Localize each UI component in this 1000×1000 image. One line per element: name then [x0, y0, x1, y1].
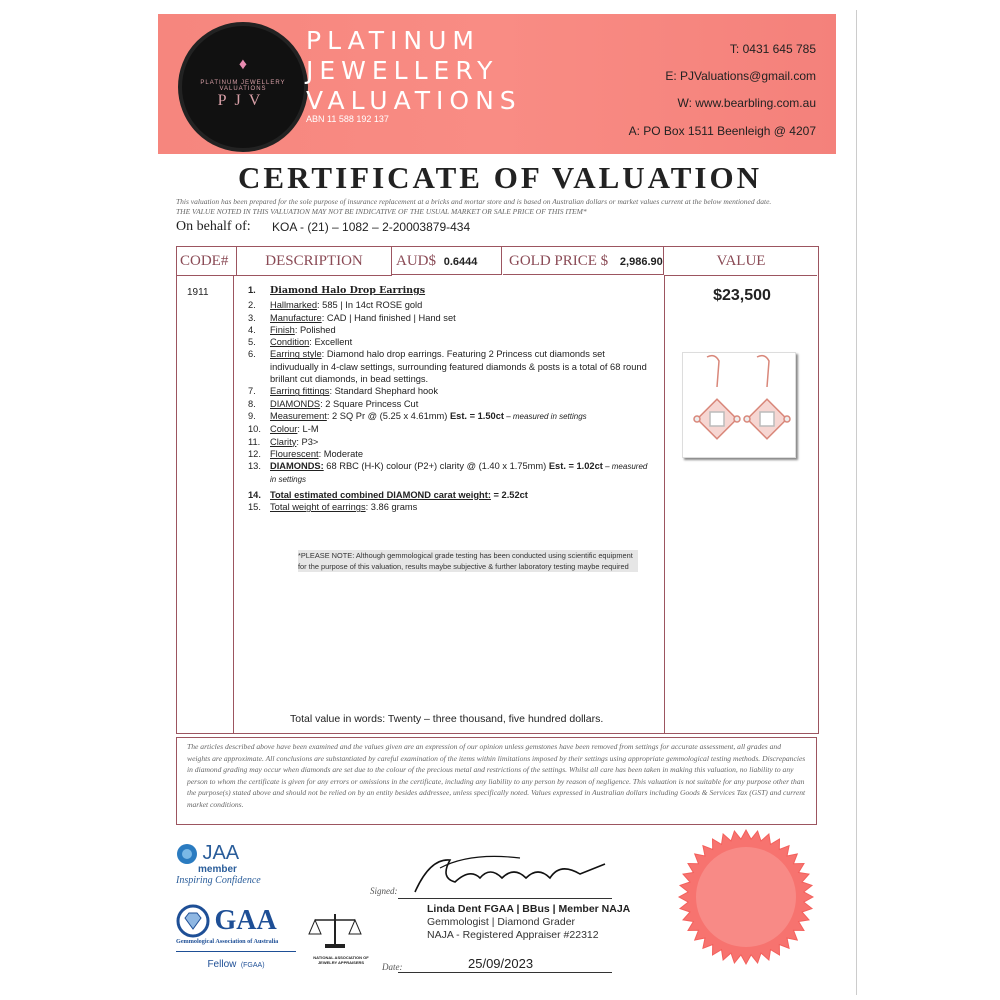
item-number: 4. — [248, 324, 256, 335]
item-number: 11. — [248, 436, 261, 447]
gaa-logo — [176, 904, 296, 972]
item-code: 1911 — [187, 287, 209, 298]
item-number: 2. — [248, 300, 256, 311]
aud-value: 0.6444 — [443, 256, 478, 268]
aud-header — [392, 247, 502, 275]
item-number: 7. — [248, 386, 256, 397]
earrings-photo — [682, 352, 796, 458]
list-item — [248, 410, 648, 423]
item-number: 6. — [248, 349, 256, 360]
item-text: : Moderate — [318, 448, 364, 459]
aud-label: AUD$ — [396, 253, 436, 269]
item-text: : L-M — [297, 424, 319, 435]
disclaimer-line-1: This valuation has been prepared for the sole purpose of insurance replacement at a bricks and mortar store and is based on Australian dollars or market values current at the below mentioned date. — [176, 197, 772, 206]
item-text: : Diamond halo drop earrings. Featuring 2 Princess cut diamonds set indivudually in 4-claw settings, surrounding featured diamonds & posts is a total of 68 round brillant cut diamonds, in bead settings. — [270, 349, 647, 385]
item-text: : CAD | Hand finished | Hand set — [321, 312, 456, 323]
list-item — [248, 501, 648, 513]
item-label: DIAMONDS — [270, 398, 321, 409]
item-text: : 585 | In 14ct ROSE gold — [317, 300, 423, 311]
list-item — [248, 299, 648, 311]
signer-role-2: NAJA - Registered Appraiser #22312 — [427, 929, 599, 941]
item-number: 5. — [248, 337, 256, 348]
list-item — [248, 385, 648, 397]
column-divider — [233, 275, 234, 733]
jaa-member-text: member — [198, 864, 237, 875]
item-text: : Standard Shephard hook — [329, 386, 438, 397]
date-line — [398, 972, 612, 973]
jaa-text: JAA — [202, 842, 240, 864]
brand-line-1: PLATINUM — [306, 26, 480, 55]
header-banner — [158, 14, 836, 154]
item-label: Total weight of earrings — [270, 502, 366, 513]
item-number: 1. — [248, 285, 256, 295]
item-text: : P3> — [296, 436, 319, 447]
item-number: 9. — [248, 410, 256, 421]
signature-line — [398, 898, 612, 899]
description-header: DESCRIPTION — [237, 247, 392, 276]
signed-label: Signed: — [370, 886, 398, 896]
item-label: Earring style — [270, 349, 322, 360]
description-list — [248, 284, 648, 513]
brand-line-3: VALUATIONS — [306, 86, 522, 115]
total-value-words: Total value in words: Twenty – three thousand, five hundred dollars. — [290, 713, 604, 725]
diamond-icon: ♦ — [238, 56, 248, 73]
signer-role-1: Gemmologist | Diamond Grader — [427, 916, 576, 928]
item-label: DIAMONDS: — [270, 461, 324, 472]
item-note: – measured in settings — [503, 411, 587, 421]
code-header: CODE# — [177, 247, 237, 276]
item-value: $23,500 — [713, 287, 771, 304]
item-number: 10. — [248, 424, 261, 435]
item-number: 15. — [248, 502, 261, 513]
disclaimer-line-2: THE VALUE NOTED IN THIS VALUATION MAY NOT BE INDICATIVE OF THE USUAL MARKET OR SALE PRICE OF THIS ITEM* — [176, 207, 587, 216]
gaa-fellow-abbr: (FGAA) — [240, 962, 265, 969]
brand-line-2: JEWELLERY — [306, 56, 499, 85]
list-item — [248, 398, 648, 410]
earring-right — [744, 356, 790, 439]
list-item — [248, 284, 648, 297]
value-header: VALUE — [665, 247, 817, 276]
item-label: Colour — [270, 424, 298, 435]
logo-initials: PJV — [217, 92, 269, 109]
item-label: Earring fittings — [270, 386, 330, 397]
item-label: Condition — [270, 337, 310, 348]
contact-website[interactable]: W: www.bearbling.com.au — [677, 96, 816, 110]
item-text: : 3.86 grams — [365, 502, 418, 513]
item-text: : 2 Square Princess Cut — [320, 398, 419, 409]
item-number: 12. — [248, 448, 261, 459]
gold-label: GOLD PRICE $ — [509, 253, 609, 269]
item-label: Diamond Halo Drop Earrings — [270, 285, 426, 296]
gaa-fellow: Fellow — [207, 959, 237, 970]
item-label: Finish — [270, 324, 295, 335]
please-note: *PLEASE NOTE: Although gemmological grade testing has been conducted using scientific equipment for the purpose of this valuation, results maybe subjective & further laboratory testing maybe required — [298, 550, 638, 572]
red-seal — [677, 828, 815, 966]
list-item — [248, 312, 648, 324]
item-number: 13. — [248, 461, 261, 472]
gold-header — [503, 247, 664, 275]
item-text: = 2.52ct — [490, 489, 528, 500]
gold-value: 2,986.90 — [619, 256, 663, 268]
scales-icon — [305, 910, 365, 950]
item-number: 8. — [248, 398, 256, 409]
pjv-logo — [178, 22, 308, 152]
item-number: 14. — [248, 489, 261, 500]
on-behalf-value: KOA - (21) – 1082 – 2-20003879-434 — [272, 220, 471, 234]
item-label: Manufacture — [270, 312, 322, 323]
item-label: Flourescent — [270, 448, 319, 459]
signature-image — [410, 848, 610, 898]
contact-phone: T: 0431 645 785 — [729, 42, 816, 56]
item-label: Hallmarked — [270, 300, 318, 311]
terms-text: The articles described above have been examined and the values given are an expression of our opinion unless gemstones have been removed from settings for accurate assessment, all grades and weights are approximate. All conclusions are substantiated by careful examination of the items within limitations imposed by their settings using appropriate gemmological testing methods. Discrepancies in diamond grading may occur when diamonds are set due to the colour of the precious metal and restrictions of the settings. Whilst all care has been taken in making this valuation, no liability to any person to whom the certificate is given for any errors or omissions in the certificate, including any liability to any person by reason of negligence. This valuation is not suitable for any purpose other than the purpose(s) stated above and should not be relied on by an entity besides addressee, unless specifically noted. Values expressed in Australian dollars including Goods & Services Tax (GST) and current market conditions. — [176, 737, 817, 825]
list-item — [248, 489, 648, 501]
item-label: Total estimated combined DIAMOND carat weight: — [270, 489, 491, 500]
contact-address: A: PO Box 1511 Beenleigh @ 4207 — [628, 124, 816, 138]
item-estimate: Est. = 1.02ct — [548, 461, 603, 472]
jaa-globe-icon — [176, 843, 198, 865]
gaa-text: GAA — [214, 905, 277, 936]
list-item — [248, 436, 648, 448]
item-label: Measurement — [270, 410, 327, 421]
logo-ring-text: PLATINUM JEWELLERY VALUATIONS — [200, 80, 286, 92]
naja-logo — [305, 910, 377, 965]
on-behalf-label: On behalf of: — [176, 219, 251, 234]
list-item — [248, 423, 648, 435]
list-item — [248, 324, 648, 336]
valuation-date: 25/09/2023 — [468, 956, 534, 971]
naja-text: NATIONAL ASSOCIATION OF JEWELRY APPRAISERS — [313, 955, 369, 965]
list-item — [248, 460, 648, 487]
column-divider — [664, 275, 665, 733]
contact-email[interactable]: E: PJValuations@gmail.com — [665, 69, 816, 83]
item-text: : 2 SQ Pr @ (5.25 x 4.61mm) — [326, 410, 450, 421]
jaa-tagline: Inspiring Confidence — [176, 875, 261, 886]
item-note: – measured in settings — [270, 462, 648, 485]
earring-left — [694, 356, 740, 439]
gaa-emblem-icon — [176, 904, 210, 938]
item-label: Clarity — [270, 436, 297, 447]
abn-number: ABN 11 588 192 137 — [306, 114, 389, 124]
certificate-title: CERTIFICATE OF VALUATION — [238, 160, 762, 195]
jaa-member-logo — [176, 842, 261, 886]
date-label: Date: — [382, 962, 403, 972]
list-item — [248, 336, 648, 348]
item-number: 3. — [248, 312, 256, 323]
item-text: 68 RBC (H-K) colour (P2+) clarity @ (1.40 x 1.75mm) — [323, 461, 549, 472]
list-item — [248, 448, 648, 460]
item-estimate: Est. = 1.50ct — [449, 410, 504, 421]
signer-name: Linda Dent FGAA | BBus | Member NAJA — [427, 903, 631, 915]
item-text: : Excellent — [309, 337, 353, 348]
brand-name — [306, 26, 522, 116]
gaa-full-name: Gemmological Association of Australia — [176, 938, 279, 945]
list-item — [248, 348, 648, 385]
item-text: : Polished — [294, 324, 336, 335]
